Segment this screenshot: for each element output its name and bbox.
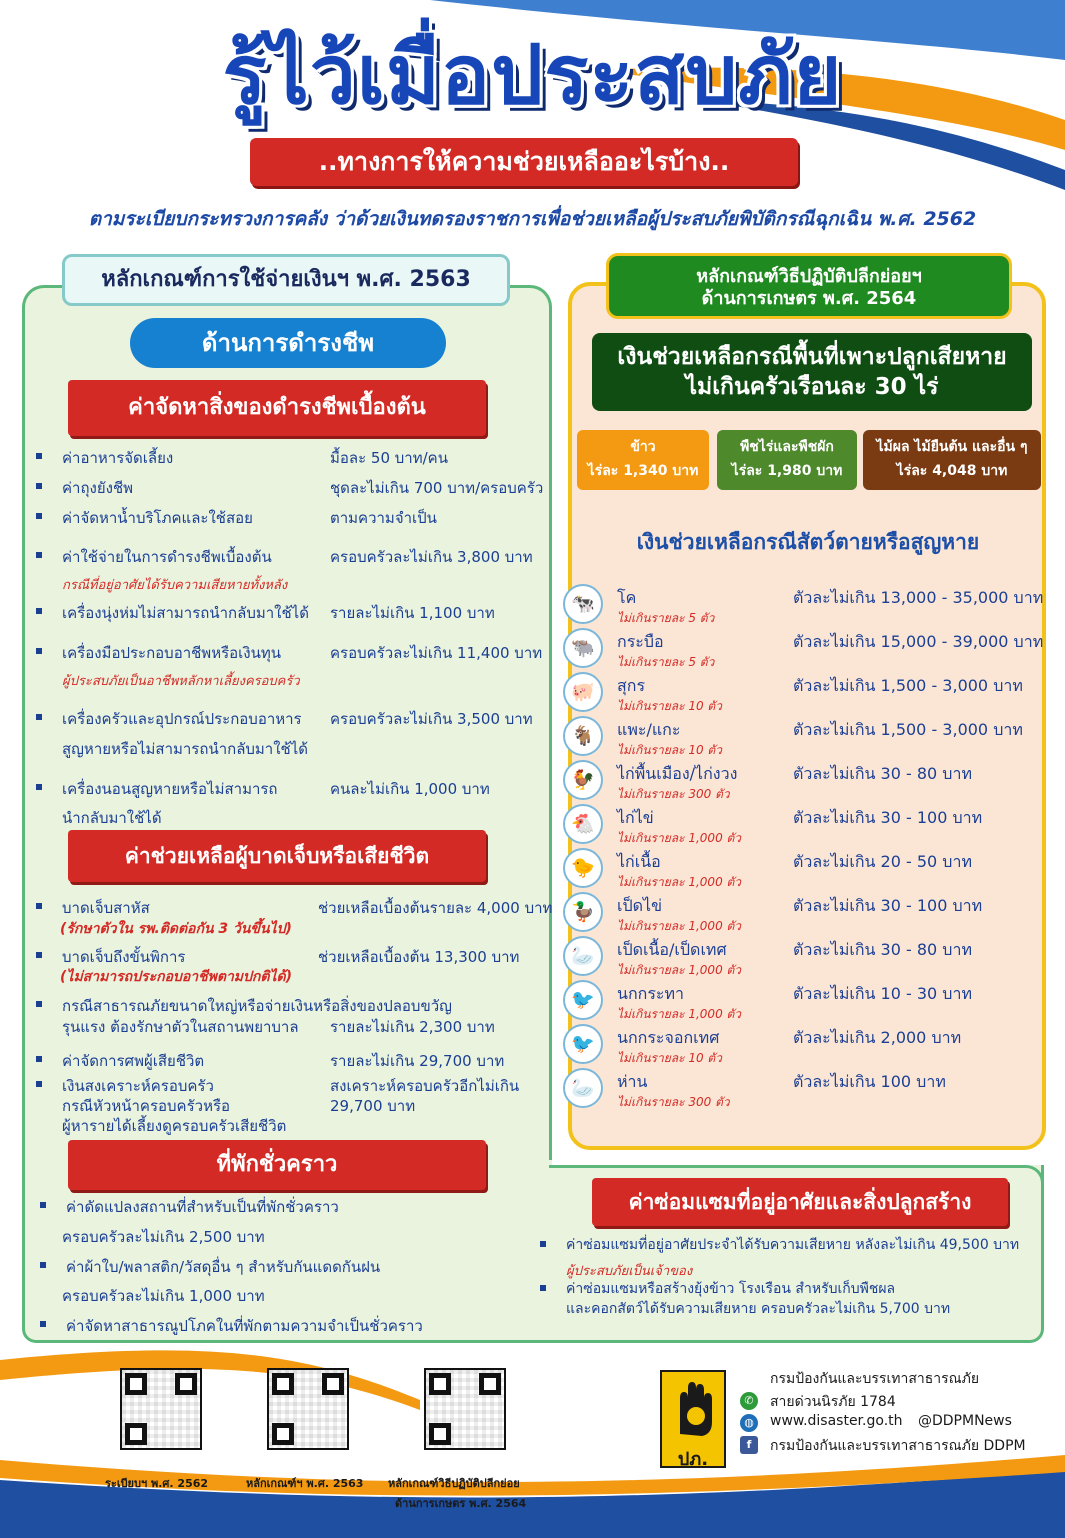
repair-item-barn-line2: และคอกสัตว์ได้รับความเสียหาย ครอบครัวละไม่เกิน 5,700 บาท: [566, 1301, 951, 1317]
crop-field-name: พืชไร่และพืชผัก: [740, 439, 834, 455]
quail-icon: 🐦: [563, 980, 603, 1020]
qr-label-regulation: ระเบียบฯ พ.ศ. 2562: [105, 1477, 209, 1490]
injury-item-family-aid-value: สงเคราะห์ครอบครัวอีกไม่เกิน: [330, 1077, 520, 1095]
animal-limit: ไม่เกินรายละ 1,000 ตัว: [617, 1007, 742, 1021]
basic-item-bedding-line2: นำกลับมาใช้ได้: [62, 809, 162, 827]
basic-item-bedding: เครื่องนอนสูญหายหรือไม่สามารถ: [62, 777, 278, 801]
injury-item-severe-value: ช่วยเหลือเบื้องต้นรายละ 4,000 บาท: [318, 899, 553, 917]
crop-fruit-name: ไม้ผล ไม้ยืนต้น และอื่น ๆ: [876, 439, 1028, 455]
qr-label-agriculture-line2: ด้านการเกษตร พ.ศ. 2564: [395, 1497, 527, 1510]
qr-label-criteria: หลักเกณฑ์ฯ พ.ศ. 2563: [246, 1477, 364, 1490]
hand-shield-icon: [662, 1374, 724, 1444]
animal-rate: ตัวละไม่เกิน 2,000 บาท: [793, 1028, 962, 1047]
facebook-icon: f: [740, 1436, 758, 1454]
animal-loss-title: เงินช่วยเหลือกรณีสัตว์ตายหรือสูญหาย: [636, 530, 980, 554]
basic-item-kit: ค่าถุงยังชีพ: [62, 476, 133, 500]
facebook-page[interactable]: กรมป้องกันและบรรเทาสาธารณภัย DDPM: [770, 1438, 1026, 1454]
animal-rate: ตัวละไม่เกิน 30 - 100 บาท: [793, 896, 983, 915]
qr-code-agriculture[interactable]: [424, 1368, 506, 1450]
animal-limit: ไม่เกินรายละ 300 ตัว: [617, 787, 730, 801]
twitter-handle[interactable]: @DDPMNews: [918, 1413, 1012, 1429]
basic-item-water-value: ตามความจำเป็น: [330, 509, 437, 527]
animal-name: นกกระจอกเทศ: [617, 1028, 720, 1047]
animal-name: นกกระทา: [617, 984, 685, 1003]
ddpm-logo: [660, 1370, 726, 1468]
agriculture-heading-line2: ด้านการเกษตร พ.ศ. 2564: [701, 288, 917, 309]
shelter-item-utilities: ค่าจัดหาสาธารณูปโภคในที่พักตามความจำเป็นชั่วคราว: [66, 1314, 423, 1338]
hotline[interactable]: สายด่วนนิรภัย 1784: [770, 1394, 896, 1410]
qr-label-agriculture-line1: หลักเกณฑ์วิธีปฏิบัติปลีกย่อย: [388, 1477, 520, 1490]
crop-box-fruit-tree: [863, 430, 1041, 490]
subtitle-banner: ..ทางการให้ความช่วยเหลืออะไรบ้าง..: [250, 138, 798, 186]
animal-limit: ไม่เกินรายละ 1,000 ตัว: [617, 963, 742, 977]
agriculture-heading-line1: หลักเกณฑ์วิธีปฏิบัติปลีกย่อยฯ: [696, 266, 922, 287]
animal-rate: ตัวละไม่เกิน 30 - 100 บาท: [793, 808, 983, 827]
animal-rate: ตัวละไม่เกิน 10 - 30 บาท: [793, 984, 972, 1003]
injury-item-severe: บาดเจ็บสาหัส: [62, 896, 150, 920]
animal-limit: ไม่เกินรายละ 5 ตัว: [617, 611, 715, 625]
buffalo-icon: 🐃: [563, 628, 603, 668]
chicken-icon: 🐤: [563, 848, 603, 888]
injury-item-disabled: บาดเจ็บถึงขั้นพิการ: [62, 945, 186, 969]
injury-item-large-disaster-value: รายละไม่เกิน 2,300 บาท: [330, 1018, 495, 1036]
cow-icon: 🐄: [563, 584, 603, 624]
basic-item-tools-note: ผู้ประสบภัยเป็นอาชีพหลักหาเลี้ยงครอบครัว: [62, 674, 300, 689]
injury-death-bar: ค่าช่วยเหลือผู้บาดเจ็บหรือเสียชีวิต: [68, 830, 486, 882]
basic-item-kitchen: เครื่องครัวและอุปกรณ์ประกอบอาหาร: [62, 707, 302, 731]
animal-rate: ตัวละไม่เกิน 20 - 50 บาท: [793, 852, 972, 871]
animal-name: เป็ดเนื้อ/เป็ดเทศ: [617, 940, 727, 959]
basic-item-kitchen-line2: สูญหายหรือไม่สามารถนำกลับมาใช้ได้: [62, 740, 309, 758]
injury-item-family-aid: เงินสงเคราะห์ครอบครัว: [62, 1074, 214, 1098]
regulation-caption: ตามระเบียบกระทรวงการคลัง ว่าด้วยเงินทดรองราชการเพื่อช่วยเหลือผู้ประสบภัยพิบัติกรณีฉุกเฉิน พ.ศ. 2562: [88, 208, 977, 230]
shelter-item-adapt: ค่าดัดแปลงสถานที่สำหรับเป็นที่พักชั่วคราว: [66, 1195, 339, 1219]
rooster-icon: 🐓: [563, 760, 603, 800]
shelter-item-adapt-line2: ครอบครัวละไม่เกิน 2,500 บาท: [62, 1228, 265, 1246]
animal-limit: ไม่เกินรายละ 300 ตัว: [617, 1095, 730, 1109]
animal-limit: ไม่เกินรายละ 1,000 ตัว: [617, 919, 742, 933]
shelter-item-tarp-line2: ครอบครัวละไม่เกิน 1,000 บาท: [62, 1287, 265, 1305]
injury-item-family-aid-line3: ผู้หารายได้เลี้ยงดูครอบครัวเสียชีวิต: [62, 1117, 287, 1135]
phone-icon: ✆: [740, 1392, 758, 1410]
basic-item-water: ค่าจัดหาน้ำบริโภคและใช้สอย: [62, 506, 253, 530]
basic-necessities-bar: ค่าจัดหาสิ่งของดำรงชีพเบื้องต้น: [68, 380, 486, 436]
animal-name: ไก่เนื้อ: [617, 852, 661, 871]
crop-box-rice: [577, 430, 709, 490]
housing-repair-bar: ค่าซ่อมแซมที่อยู่อาศัยและสิ่งปลูกสร้าง: [592, 1178, 1008, 1226]
basic-item-tools: เครื่องมือประกอบอาชีพหรือเงินทุน: [62, 641, 281, 665]
goose-icon: 🦢: [563, 1068, 603, 1108]
pig-icon: 🐖: [563, 672, 603, 712]
website-link[interactable]: www.disaster.go.th: [770, 1413, 903, 1429]
basic-item-bedding-value: คนละไม่เกิน 1,000 บาท: [330, 780, 490, 798]
goat-icon: 🐐: [563, 716, 603, 756]
crop-rice-name: ข้าว: [630, 439, 656, 455]
injury-item-severe-note: (รักษาตัวใน รพ.ติดต่อกัน 3 วันขึ้นไป): [60, 921, 292, 937]
animal-limit: ไม่เกินรายละ 10 ตัว: [617, 1051, 722, 1065]
agriculture-heading: [606, 253, 1012, 319]
basic-item-living-note: กรณีที่อยู่อาศัยได้รับความเสียหายทั้งหลัง: [62, 578, 288, 593]
org-name: กรมป้องกันและบรรเทาสาธารณภัย: [770, 1371, 980, 1387]
main-title: รู้ไว้เมื่อประสบภัย: [222, 28, 843, 123]
injury-item-funeral: ค่าจัดการศพผู้เสียชีวิต: [62, 1049, 204, 1073]
animal-name: ไก่ไข่: [617, 808, 654, 827]
animal-rate: ตัวละไม่เกิน 15,000 - 39,000 บาท: [793, 632, 1044, 651]
temporary-shelter-bar: ที่พักชั่วคราว: [68, 1140, 486, 1190]
injury-item-funeral-value: รายละไม่เกิน 29,700 บาท: [330, 1052, 505, 1070]
animal-rate: ตัวละไม่เกิน 30 - 80 บาท: [793, 940, 972, 959]
ddpm-logo-text: ปภ.: [677, 1449, 709, 1470]
duck-icon: 🦆: [563, 892, 603, 932]
crop-damage-title-line2: ไม่เกินครัวเรือนละ 30 ไร่: [685, 374, 939, 400]
livelihood-pill: ด้านการดำรงชีพ: [130, 318, 446, 368]
repair-item-barn: ค่าซ่อมแซมหรือสร้างยุ้งข้าว โรงเรือน สำหรับเก็บพืชผล: [566, 1278, 895, 1300]
crop-field-rate: ไร่ละ 1,980 บาท: [731, 463, 843, 479]
animal-name: เป็ดไข่: [617, 896, 662, 915]
animal-name: ไก่พื้นเมือง/ไก่งวง: [617, 764, 738, 783]
crop-box-field-vegetable: [717, 430, 857, 490]
animal-rate: ตัวละไม่เกิน 13,000 - 35,000 บาท: [793, 588, 1044, 607]
basic-item-living-value: ครอบครัวละไม่เกิน 3,800 บาท: [330, 548, 533, 566]
animal-limit: ไม่เกินรายละ 5 ตัว: [617, 655, 715, 669]
shelter-item-tarp: ค่าผ้าใบ/พลาสติก/วัสดุอื่น ๆ สำหรับกันแดดกันฝน: [66, 1255, 380, 1279]
animal-rate: ตัวละไม่เกิน 1,500 - 3,000 บาท: [793, 720, 1023, 739]
animal-rate: ตัวละไม่เกิน 100 บาท: [793, 1072, 946, 1091]
globe-icon: ◍: [740, 1414, 758, 1432]
left-heading: หลักเกณฑ์การใช้จ่ายเงินฯ พ.ศ. 2563: [62, 254, 510, 306]
animal-name: ห่าน: [617, 1072, 648, 1091]
ostrich-icon: 🐦: [563, 1024, 603, 1064]
basic-item-kitchen-value: ครอบครัวละไม่เกิน 3,500 บาท: [330, 710, 533, 728]
basic-item-clothing-value: รายละไม่เกิน 1,100 บาท: [330, 604, 495, 622]
animal-rate: ตัวละไม่เกิน 30 - 80 บาท: [793, 764, 972, 783]
injury-item-family-aid-value2: 29,700 บาท: [330, 1097, 416, 1115]
repair-item-house-note: ผู้ประสบภัยเป็นเจ้าของ: [566, 1264, 693, 1279]
white-duck-icon: 🦢: [563, 936, 603, 976]
hen-icon: 🐔: [563, 804, 603, 844]
basic-item-kit-value: ชุดละไม่เกิน 700 บาท/ครอบครัว: [330, 479, 544, 497]
qr-code-regulation[interactable]: [120, 1368, 202, 1450]
crop-damage-title: [592, 333, 1032, 411]
injury-item-family-aid-line2: กรณีหัวหน้าครอบครัวหรือ: [62, 1097, 231, 1115]
animal-name: สุกร: [617, 676, 646, 695]
basic-item-clothing: เครื่องนุ่งห่มไม่สามารถนำกลับมาใช้ได้: [62, 601, 309, 625]
animal-limit: ไม่เกินรายละ 10 ตัว: [617, 699, 722, 713]
basic-item-food-value: มื้อละ 50 บาท/คน: [330, 449, 448, 467]
injury-item-large-disaster-line2: รุนแรง ต้องรักษาตัวในสถานพยาบาล: [62, 1018, 299, 1036]
qr-code-criteria[interactable]: [267, 1368, 349, 1450]
animal-limit: ไม่เกินรายละ 10 ตัว: [617, 743, 722, 757]
repair-item-house: ค่าซ่อมแซมที่อยู่อาศัยประจำได้รับความเสียหาย หลังละไม่เกิน 49,500 บาท: [566, 1234, 1019, 1256]
injury-item-disabled-note: (ไม่สามารถประกอบอาชีพตามปกติได้): [60, 969, 293, 985]
basic-item-living: ค่าใช้จ่ายในการดำรงชีพเบื้องต้น: [62, 545, 272, 569]
animal-rate: ตัวละไม่เกิน 1,500 - 3,000 บาท: [793, 676, 1023, 695]
animal-name: แพะ/แกะ: [617, 720, 681, 739]
crop-damage-title-line1: เงินช่วยเหลือกรณีพื้นที่เพาะปลูกเสียหาย: [617, 344, 1007, 370]
basic-item-tools-value: ครอบครัวละไม่เกิน 11,400 บาท: [330, 644, 543, 662]
animal-limit: ไม่เกินรายละ 1,000 ตัว: [617, 875, 742, 889]
animal-name: กระบือ: [617, 632, 664, 651]
animal-limit: ไม่เกินรายละ 1,000 ตัว: [617, 831, 742, 845]
basic-item-food: ค่าอาหารจัดเลี้ยง: [62, 446, 173, 470]
crop-fruit-rate: ไร่ละ 4,048 บาท: [896, 463, 1008, 479]
injury-item-large-disaster: กรณีสาธารณภัยขนาดใหญ่หรือจ่ายเงินหรือสิ่งของปลอบขวัญ: [62, 994, 452, 1018]
animal-name: โค: [617, 588, 637, 607]
crop-rice-rate: ไร่ละ 1,340 บาท: [587, 463, 699, 479]
injury-item-disabled-value: ช่วยเหลือเบื้องต้น 13,300 บาท: [318, 948, 520, 966]
